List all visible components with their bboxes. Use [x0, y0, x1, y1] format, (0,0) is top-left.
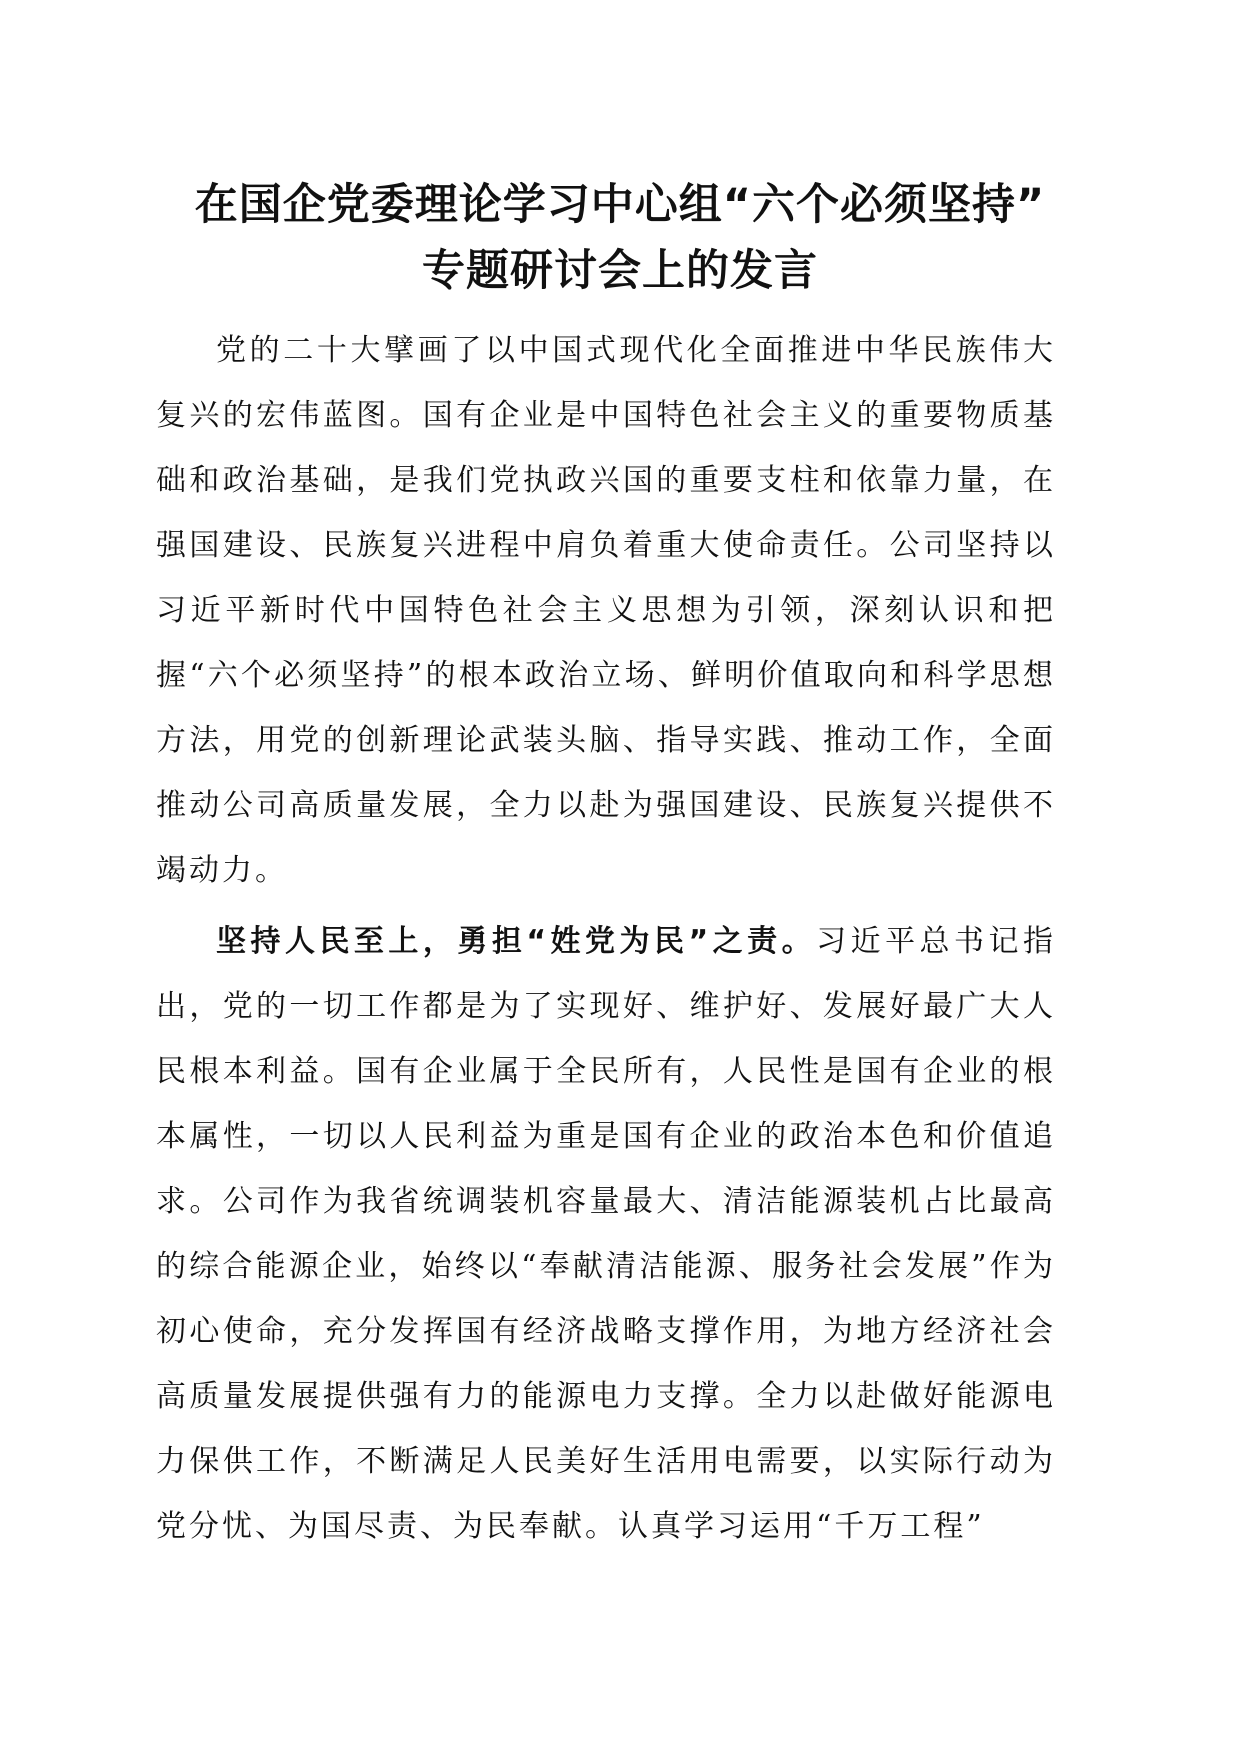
- document-title: [140, 172, 1100, 304]
- paragraph-intro-text: 党的二十大擘画了以中国式现代化全面推进中华民族伟大复兴的宏伟蓝图。国有企业是中国特色社会主义的重要物质基础和政治基础，是我们党执政兴国的重要支柱和依靠力量，在强国建设、民族复兴进程中肩负着重大使命责任。公司坚持以习近平新时代中国特色社会主义思想为引领，深刻认识和把握“六个必须坚持”的根本政治立场、鲜明价值取向和科学思想方法，用党的创新理论武装头脑、指导实践、推动工作，全面推动公司高质量发展，全力以赴为强国建设、民族复兴提供不竭动力。: [156, 333, 1056, 888]
- paragraph-intro: [156, 318, 1056, 903]
- paragraph-lead-heading: 坚持人民至上，勇担“姓党为民”之责。: [216, 924, 817, 959]
- title-line-2: 专题研讨会上的发言: [422, 246, 818, 296]
- paragraph-people-first: [156, 909, 1056, 1559]
- title-line-1: 在国企党委理论学习中心组“六个必须坚持”: [194, 180, 1046, 230]
- paragraph-people-first-text: 习近平总书记指出，党的一切工作都是为了实现好、维护好、发展好最广大人民根本利益。国有企业属于全民所有，人民性是国有企业的根本属性，一切以人民利益为重是国有企业的政治本色和价值追求。公司作为我省统调装机容量最大、清洁能源装机占比最高的综合能源企业，始终以“奉献清洁能源、服务社会发展”作为初心使命，充分发挥国有经济战略支撑作用，为地方经济社会高质量发展提供强有力的能源电力支撑。全力以赴做好能源电力保供工作，不断满足人民美好生活用电需要，以实际行动为党分忧、为国尽责、为民奉献。认真学习运用“千万工程”: [156, 924, 1056, 1544]
- document-body: [156, 318, 1056, 1559]
